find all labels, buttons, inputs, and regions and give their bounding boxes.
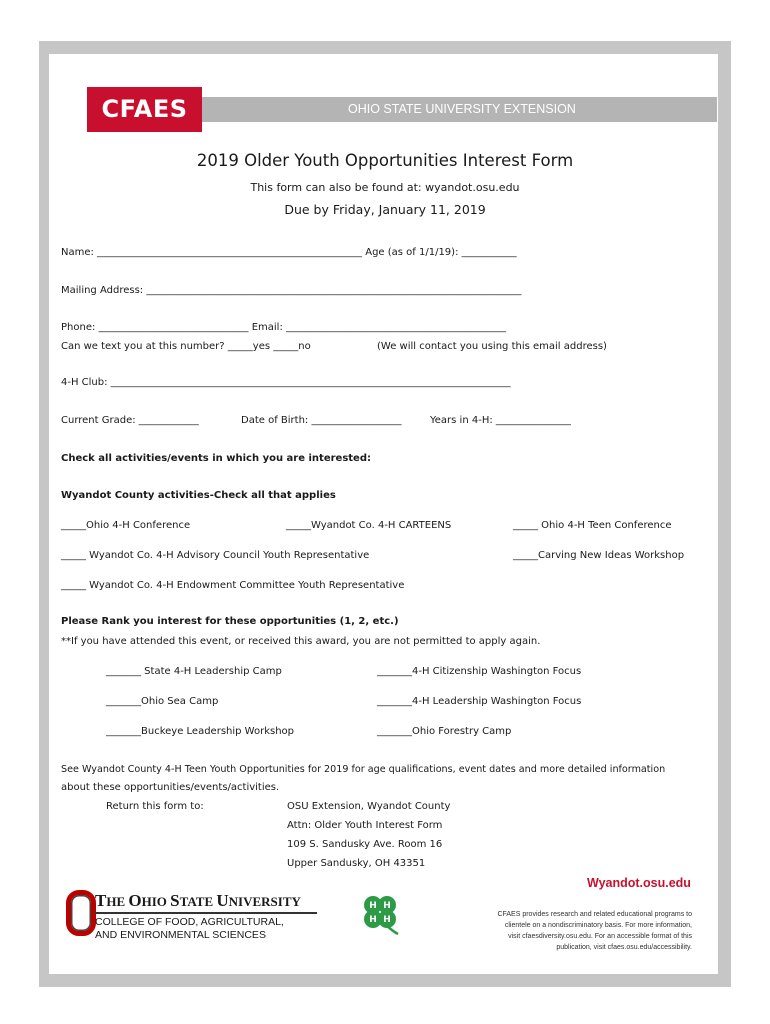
mailing-address-field[interactable]: Mailing Address: ___________________________________________________________________________ [61,285,522,296]
wordmark-divider [95,912,317,914]
county-item[interactable]: _____Wyandot Co. 4-H CARTEENS [286,520,452,531]
info-text: See Wyandot County 4-H Teen Youth Opportunities for 2019 for age qualifications, event dates and more detailed information [61,764,666,775]
disclaimer-line: publication, visit cfaes.osu.edu/accessibility. [556,944,692,951]
college-name-line: COLLEGE OF FOOD, AGRICULTURAL, [95,916,284,928]
disclaimer-line: clientele on a nondiscriminatory basis. For more information, [504,922,692,929]
rank-item[interactable]: _______Ohio Forestry Camp [377,726,512,737]
rank-item[interactable]: _______Ohio Sea Camp [106,696,219,707]
form-title: 2019 Older Youth Opportunities Interest Form [196,151,574,170]
wyandot-url-link[interactable]: Wyandot.osu.edu [587,876,691,890]
check-heading: Check all activities/events in which you are interested: [61,453,371,464]
return-address-line: Attn: Older Youth Interest Form [287,820,443,831]
county-item[interactable]: _____ Ohio 4-H Teen Conference [513,520,672,531]
osu-wordmark: THE OHIO STATE UNIVERSITY [95,891,301,910]
return-address-line: Upper Sandusky, OH 43351 [287,858,426,869]
disclaimer-line: CFAES provides research and related educational programs to [497,911,692,918]
info-text: about these opportunities/events/activities. [61,782,280,793]
county-item[interactable]: _____ Wyandot Co. 4-H Endowment Committee Youth Representative [61,580,405,591]
rank-item[interactable]: _______4-H Citizenship Washington Focus [377,666,582,677]
cfaes-logo: CFAES [87,87,202,132]
dob-field[interactable]: Date of Birth: __________________ [241,415,402,426]
return-address-line: 109 S. Sandusky Ave. Room 16 [287,839,443,850]
county-item[interactable]: _____Carving New Ideas Workshop [513,550,685,561]
form-subtitle: This form can also be found at: wyandot.osu.edu [250,181,520,194]
county-item[interactable]: _____ Wyandot Co. 4-H Advisory Council Youth Representative [61,550,370,561]
svg-text:H: H [383,915,391,925]
rank-heading: Please Rank you interest for these opportunities (1, 2, etc.) [61,616,399,627]
disclaimer-line: visit cfaesdiversity.osu.edu. For an accessible format of this [508,933,692,940]
rank-note: **If you have attended this event, or received this award, you are not permitted to apply again. [61,636,541,647]
4h-clover-icon [356,890,404,938]
college-name-line: AND ENVIRONMENTAL SCIENCES [95,929,266,941]
name-age-field[interactable]: Name: _____________________________________________________ Age (as of 1/1/19): ___________ [61,247,517,258]
return-label: Return this form to: [106,801,204,812]
grade-field[interactable]: Current Grade: ____________ [61,415,199,426]
due-date: Due by Friday, January 11, 2019 [284,202,486,217]
osu-block-o-logo [66,890,96,936]
svg-text:H: H [369,915,377,925]
club-field[interactable]: 4-H Club: ________________________________________________________________________________ [61,377,511,388]
return-address-line: OSU Extension, Wyandot County [287,801,451,812]
phone-email-field[interactable]: Phone: ______________________________ Email: ____________________________________________ [61,322,506,333]
rank-item[interactable]: _______ State 4-H Leadership Camp [106,666,282,677]
extension-label: OHIO STATE UNIVERSITY EXTENSION [348,102,576,116]
svg-text:H: H [383,901,391,911]
rank-item[interactable]: _______Buckeye Leadership Workshop [106,726,295,737]
county-item[interactable]: _____Ohio 4-H Conference [61,520,191,531]
rank-item[interactable]: _______4-H Leadership Washington Focus [377,696,582,707]
county-heading: Wyandot County activities-Check all that applies [61,490,336,501]
svg-text:H: H [369,901,377,911]
text-permission-field[interactable]: Can we text you at this number? _____yes _____no [61,341,311,352]
years-field[interactable]: Years in 4-H: _______________ [430,415,571,426]
contact-note: (We will contact you using this email address) [377,341,607,352]
